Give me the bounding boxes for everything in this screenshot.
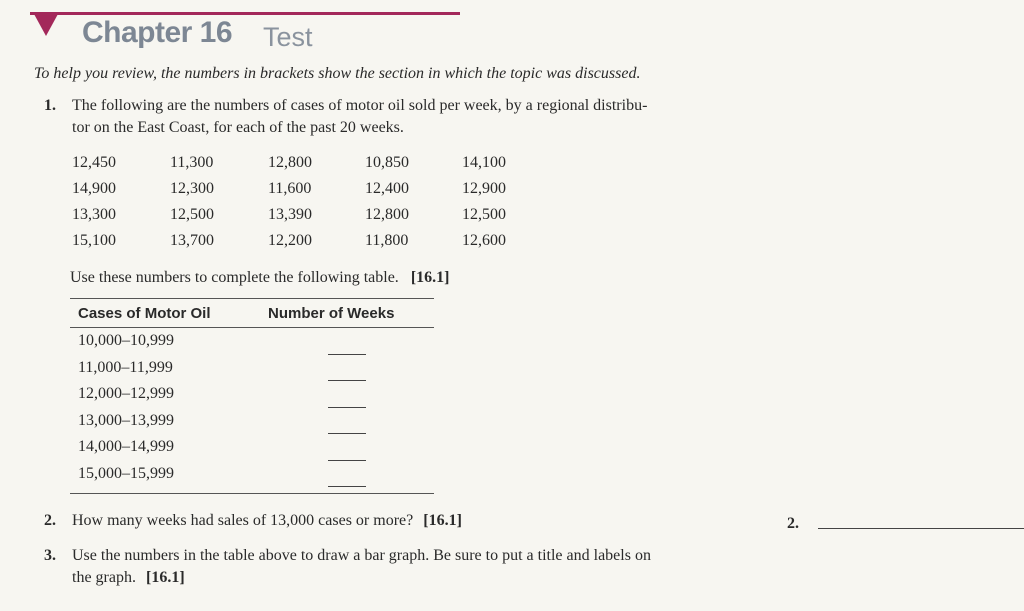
range-cell: 10,000–10,999 — [78, 332, 174, 350]
data-cell: 11,800 — [365, 232, 409, 249]
data-cell: 14,900 — [72, 180, 116, 197]
header-triangle-marker — [34, 14, 58, 36]
table-header-row — [70, 299, 434, 327]
instruction-text: Use these numbers to complete the following table. — [70, 269, 399, 286]
table-row — [70, 328, 434, 355]
question-2-number: 2. — [44, 512, 56, 529]
table-row — [70, 461, 434, 488]
question-1-line-2: tor on the East Coast, for each of the past 20 weeks. — [72, 119, 404, 136]
data-cell: 12,800 — [268, 154, 312, 171]
intro-text: To help you review, the numbers in brackets show the section in which the topic was discussed. — [34, 65, 641, 82]
question-2-text-group — [72, 510, 462, 532]
data-cell: 12,450 — [72, 154, 116, 171]
instruction-reference: [16.1] — [410, 269, 450, 286]
question-3-reference: [16.1] — [145, 569, 185, 586]
test-title: Test — [263, 22, 313, 52]
table-row — [70, 355, 434, 382]
sales-data-grid — [72, 152, 542, 252]
data-cell: 11,600 — [268, 180, 312, 197]
table-row — [70, 381, 434, 408]
table-bottom-rule — [70, 493, 434, 494]
data-cell: 14,100 — [462, 154, 506, 171]
table-instruction — [70, 267, 449, 289]
data-cell: 12,300 — [170, 180, 214, 197]
column-header-cases: Cases of Motor Oil — [78, 304, 211, 322]
question-1-number: 1. — [44, 97, 56, 114]
question-3-number: 3. — [44, 547, 56, 564]
data-cell: 12,600 — [462, 232, 506, 249]
data-cell: 12,200 — [268, 232, 312, 249]
range-cell: 15,000–15,999 — [78, 464, 174, 482]
question-3-line-1: Use the numbers in the table above to draw a bar graph. Be sure to put a title and labels on — [72, 547, 651, 564]
frequency-table — [70, 298, 434, 494]
chapter-title: Chapter 16 — [82, 16, 233, 49]
header-rule — [30, 12, 460, 15]
answer-2-line[interactable] — [818, 528, 1024, 529]
range-cell: 12,000–12,999 — [78, 385, 174, 403]
range-cell: 14,000–14,999 — [78, 438, 174, 456]
data-cell: 13,700 — [170, 232, 214, 249]
range-cell: 11,000–11,999 — [78, 358, 173, 376]
range-cell: 13,000–13,999 — [78, 411, 174, 429]
answer-blank[interactable] — [328, 486, 366, 487]
data-cell: 12,900 — [462, 180, 506, 197]
question-2-reference: [16.1] — [423, 512, 462, 529]
data-cell: 10,850 — [365, 154, 409, 171]
question-3-line-2-group — [72, 567, 185, 589]
data-cell: 13,300 — [72, 206, 116, 223]
column-header-weeks: Number of Weeks — [268, 304, 395, 322]
data-cell: 12,500 — [462, 206, 506, 223]
table-row — [70, 408, 434, 435]
question-3-line-2: the graph. — [72, 569, 136, 586]
data-cell: 12,500 — [170, 206, 214, 223]
question-2-text: How many weeks had sales of 13,000 cases or more? — [72, 512, 414, 529]
data-cell: 12,800 — [365, 206, 409, 223]
data-cell: 12,400 — [365, 180, 409, 197]
table-row — [70, 434, 434, 461]
data-cell: 11,300 — [170, 154, 214, 171]
data-cell: 13,390 — [268, 206, 312, 223]
question-1-line-1: The following are the numbers of cases of motor oil sold per week, by a regional distribu- — [72, 97, 648, 114]
answer-2-label: 2. — [787, 515, 799, 532]
data-cell: 15,100 — [72, 232, 116, 249]
